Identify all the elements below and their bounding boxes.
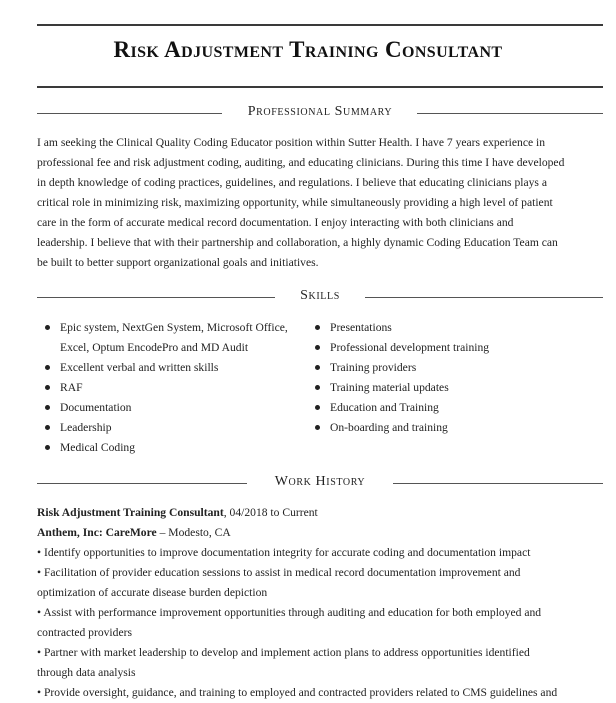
bullet-icon: [315, 405, 320, 410]
summary-line: critical role in minimizing risk, maximizing opportunity, while simultaneously providing a high level of patient: [37, 196, 553, 209]
duty-line: • Provide oversight, guidance, and training to employed and contracted providers related to CMS guidelines and: [37, 686, 558, 699]
duty-line: • Identify opportunities to improve documentation integrity for accurate coding and documentation impact: [37, 546, 531, 559]
skill-text: Medical Coding: [60, 441, 136, 454]
summary-heading: Professional Summary: [247, 104, 393, 119]
heading-rule-right: [417, 113, 603, 114]
bullet-icon: [315, 325, 320, 330]
skill-item: [308, 398, 588, 418]
skill-text: Leadership: [60, 421, 112, 434]
duty-line: optimization of accurate disease burden depiction: [37, 586, 268, 599]
skill-text: RAF: [60, 381, 83, 394]
section-heading-skills: [37, 288, 603, 308]
summary-line: care in the form of accurate medical record documentation. I enjoy interacting with both clinicians and: [37, 216, 514, 229]
skill-text: Excellent verbal and written skills: [60, 361, 219, 374]
work-heading: Work History: [274, 474, 366, 489]
bullet-icon: [45, 425, 50, 430]
skill-item: [308, 318, 588, 338]
section-heading-summary: [37, 104, 603, 124]
job-header: [37, 503, 597, 523]
work-history: [37, 503, 597, 703]
title-underline: [37, 86, 603, 88]
skill-item: [38, 358, 308, 378]
skill-text: Training providers: [330, 361, 417, 374]
company-line: [37, 523, 597, 543]
skill-item: [38, 438, 308, 458]
bullet-icon: [45, 385, 50, 390]
job-dates: , 04/2018 to Current: [223, 506, 318, 519]
bullet-icon: [315, 345, 320, 350]
duty-line: contracted providers: [37, 626, 132, 639]
company-name: Anthem, Inc: CareMore: [37, 526, 157, 539]
bullet-icon: [45, 325, 50, 330]
duty-line: • Partner with market leadership to develop and implement action plans to address opportunities identified: [37, 646, 530, 659]
heading-rule-right: [393, 483, 603, 484]
skill-text: Presentations: [330, 321, 392, 334]
skill-text: On-boarding and training: [330, 421, 448, 434]
skill-text: Professional development training: [330, 341, 490, 354]
duty-line: • Assist with performance improvement opportunities through auditing and education for both employed and: [37, 606, 542, 619]
bullet-icon: [45, 365, 50, 370]
resume-title: Risk Adjustment Training Consultant: [113, 37, 503, 62]
skill-item: [308, 358, 588, 378]
skill-text: Documentation: [60, 401, 132, 414]
duty-line: • Facilitation of provider education sessions to assist in medical record documentation improvement and: [37, 566, 521, 579]
top-rule: [37, 24, 603, 26]
duty-line: through data analysis: [37, 666, 136, 679]
bullet-icon: [315, 365, 320, 370]
summary-line: be built to better support organizational goals and initiatives.: [37, 256, 319, 269]
summary-text: [37, 133, 597, 273]
bullet-icon: [45, 445, 50, 450]
skill-item: [38, 398, 308, 418]
summary-line: leadership. I believe that with their partnership and collaboration, a highly dynamic Coding Education Team can: [37, 236, 558, 249]
job-title: Risk Adjustment Training Consultant: [37, 506, 224, 519]
skill-item: [38, 318, 308, 358]
bullet-icon: [315, 385, 320, 390]
skill-text: Excel, Optum EncodePro and MD Audit: [60, 341, 249, 354]
skills-list-right: [308, 318, 588, 438]
section-heading-work: [37, 474, 603, 494]
summary-line: in depth knowledge of coding practices, guidelines, and regulations. I believe that educating clinicians plays a: [37, 176, 547, 189]
bullet-icon: [45, 405, 50, 410]
skills-list-left: [38, 318, 308, 458]
skill-item: [38, 378, 308, 398]
skill-item: [308, 338, 588, 358]
bullet-icon: [315, 425, 320, 430]
skill-item: [308, 418, 588, 438]
company-location: – Modesto, CA: [156, 526, 231, 539]
summary-line: professional fee and risk adjustment coding, auditing, and educating clinicians. During this time I have developed: [37, 156, 565, 169]
summary-line: I am seeking the Clinical Quality Coding Educator position within Sutter Health. I have 7 years experience in: [37, 136, 546, 149]
skill-item: [38, 418, 308, 438]
skill-item: [308, 378, 588, 398]
heading-rule-right: [365, 297, 603, 298]
skills-heading: Skills: [300, 288, 340, 303]
skill-text: Training material updates: [330, 381, 449, 394]
skill-text: Epic system, NextGen System, Microsoft Office,: [60, 321, 288, 334]
skill-text: Education and Training: [330, 401, 439, 414]
